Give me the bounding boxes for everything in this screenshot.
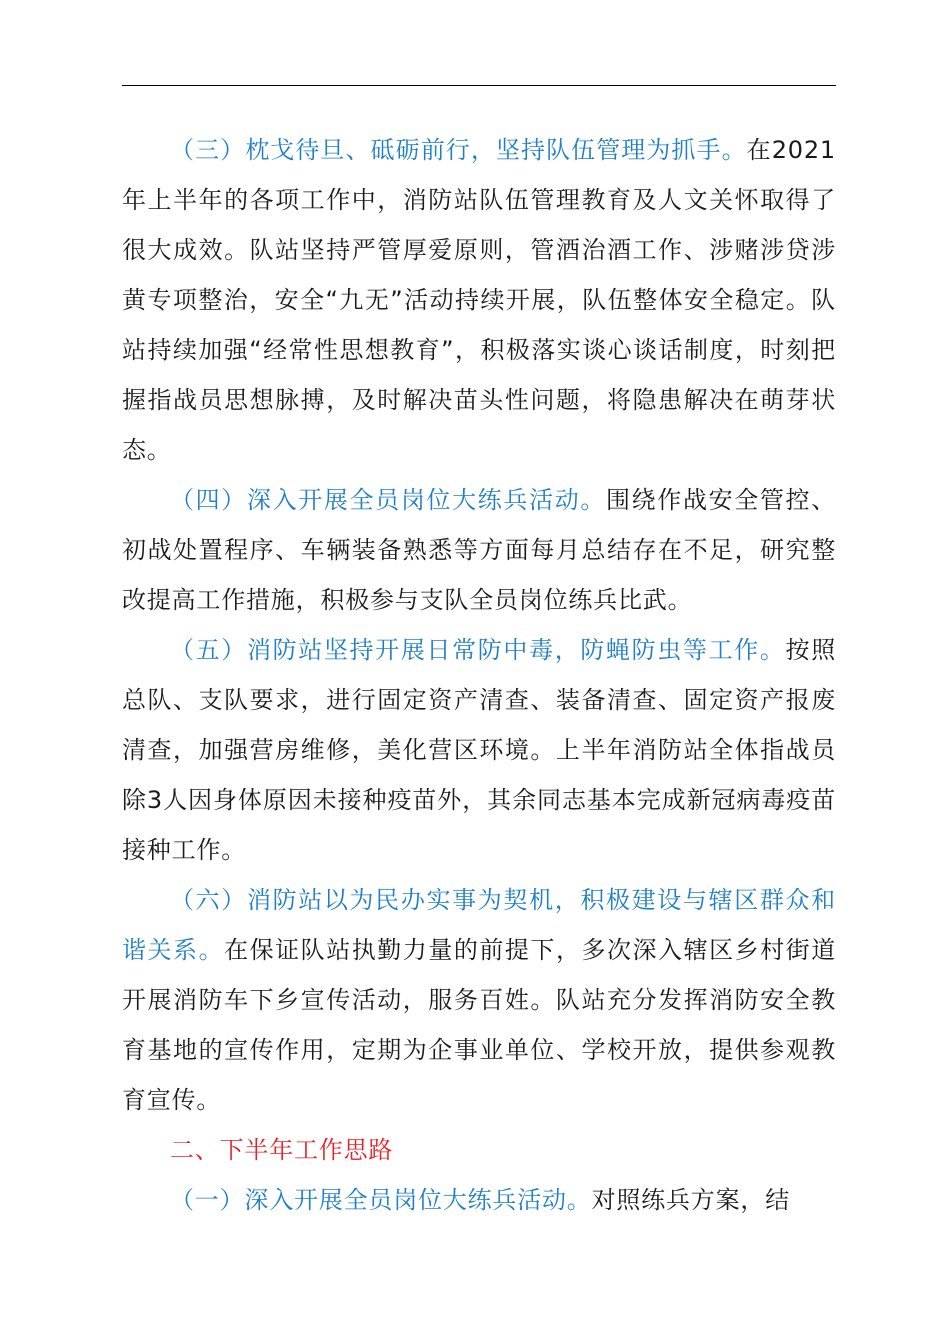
paragraph-5-heading: （五）消防站坚持开展日常防中毒，防蝇防虫等工作。 (170, 636, 786, 664)
paragraph-4 (122, 475, 836, 625)
paragraph-6-heading: （六）消防站以为民办实事为契机，积极建设与辖区群众和谐关系。 (122, 886, 836, 964)
paragraph-4-heading: （四）深入开展全员岗位大练兵活动。 (170, 486, 607, 514)
paragraph-second-half-1 (122, 1175, 836, 1225)
paragraph-second-half-1-heading: （一）深入开展全员岗位大练兵活动。 (170, 1186, 592, 1214)
paragraph-3-heading: （三）枕戈待旦、砥砺前行，坚持队伍管理为抓手。 (170, 136, 747, 164)
header-rule (122, 85, 836, 86)
paragraph-5-body: 按照总队、支队要求，进行固定资产清查、装备清查、固定资产报废清查，加强营房维修，美化营区环境。上半年消防站全体指战员除3人因身体原因未接种疫苗外，其余同志基本完成新冠病毒疫苗接种工作。 (122, 636, 836, 864)
paragraph-second-half-1-body: 对照练兵方案，结 (591, 1186, 791, 1214)
section-title: 二、下半年工作思路 (170, 1136, 394, 1164)
paragraph-3 (122, 125, 836, 475)
paragraph-3-body: 在2021年上半年的各项工作中，消防站队伍管理教育及人文关怀取得了很大成效。队站坚持严管厚爱原则，管酒治酒工作、涉赌涉贷涉黄专项整治，安全“九无”活动持续开展，队伍整体安全稳定。队站持续加强“经常性思想教育”，积极落实谈心谈话制度，时刻把握指战员思想脉搏，及时解决苗头性问题，将隐患解决在萌芽状态。 (122, 136, 837, 464)
paragraph-6-body: 在保证队站执勤力量的前提下，多次深入辖区乡村街道开展消防车下乡宣传活动，服务百姓。队站充分发挥消防安全教育基地的宣传作用，定期为企事业单位、学校开放，提供参观教育宣传。 (122, 936, 836, 1114)
paragraph-4-body: 围绕作战安全管控、初战处置程序、车辆装备熟悉等方面每月总结存在不足，研究整改提高工作措施，积极参与支队全员岗位练兵比武。 (122, 486, 836, 614)
paragraph-6 (122, 875, 836, 1125)
document-body (122, 125, 836, 1225)
paragraph-5 (122, 625, 836, 875)
